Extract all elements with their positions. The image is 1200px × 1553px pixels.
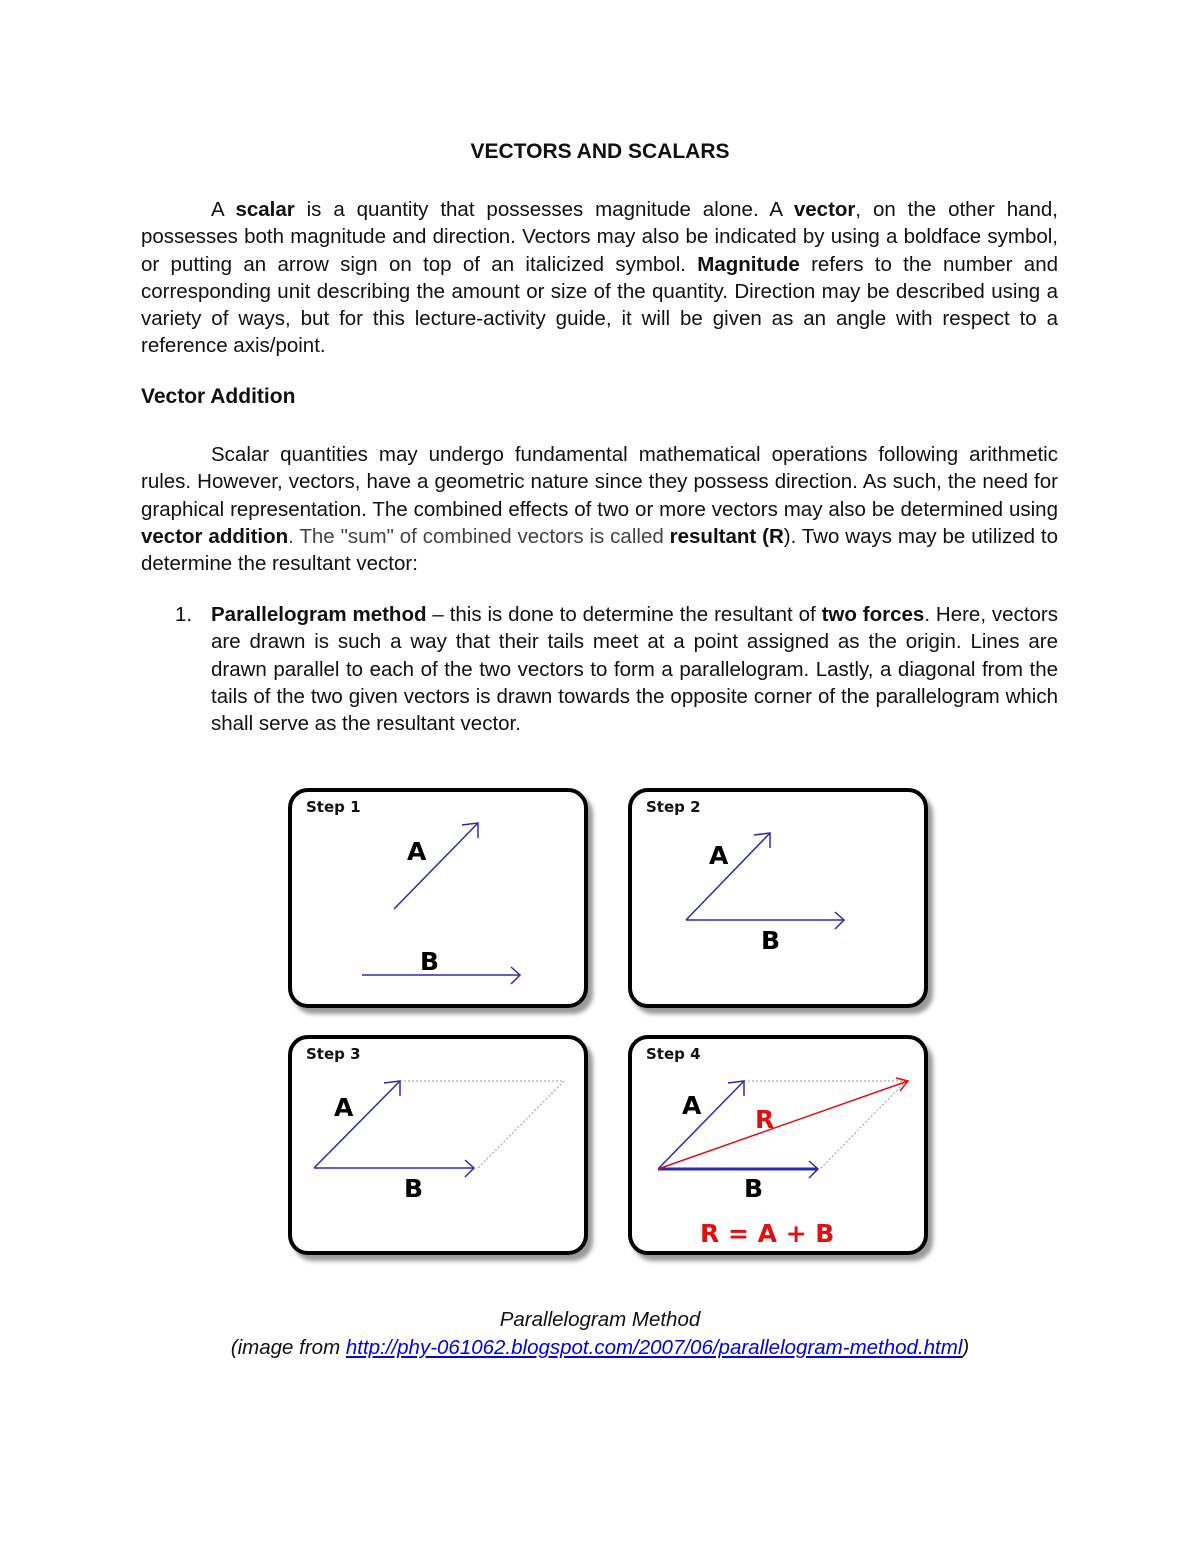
section-heading: Vector Addition: [141, 385, 296, 408]
term-two-forces: two forces: [821, 603, 925, 626]
step-1-diagram: [292, 792, 588, 1008]
step-3-diagram: [292, 1039, 588, 1255]
label-b: B: [744, 1174, 764, 1203]
page-title: VECTORS AND SCALARS: [470, 140, 730, 163]
label-b: B: [420, 947, 440, 976]
step-4-panel: [628, 1035, 928, 1255]
step-3-panel: [288, 1035, 588, 1255]
label-r: R: [755, 1105, 775, 1134]
parallel-line-right: [478, 1081, 564, 1168]
figure-caption: Parallelogram Method: [499, 1308, 701, 1331]
figure-source: (image from http://phy-061062.blogspot.com/2007/06/parallelogram-method.html): [230, 1336, 970, 1359]
term-vector: vector: [793, 198, 856, 221]
list-number: 1.: [175, 603, 193, 626]
step-1-panel: [288, 788, 588, 1008]
method-name: Parallelogram method: [211, 603, 427, 626]
step-4-title: Step 4: [646, 1045, 701, 1063]
list-text: Parallelogram method – this is done to determine the resultant of two forces. Here, vectors are drawn is such a way that their tails meet at a point assigned as the origin. Lines are drawn parallel to each of the two vectors to form a parallelogram. Lastly, a diagonal from the tails of the two given vectors is drawn towards the opposite corner of the parallelogram which shall serve as the resultant vector.: [211, 603, 1058, 736]
vector-a: [394, 823, 478, 909]
term-resultant: resultant (: [669, 524, 769, 548]
intro-paragraph: A scalar is a quantity that possesses magnitude alone. A vector, on the other hand, possesses both magnitude and direction. Vectors may also be indicated by using a boldface symbol, or putting an arrow sign on top of an italicized symbol. Magnitude refers to the number and corresponding unit describing the amount or size of the quantity. Direction may be described using a variety of ways, but for this lecture-activity guide, it will be given as an angle with respect to a reference axis/point.: [141, 198, 1059, 358]
label-b: B: [761, 926, 781, 955]
addition-paragraph: Scalar quantities may undergo fundamental mathematical operations following arithmetic rules. However, vectors, have a geometric nature since they possess direction. As such, the need for graphical representation. The combined effects of two or more vectors may also be determined using vector addition. The "sum" of combined vectors is called resultant (R). Two ways may be utilized to determine the resultant vector:: [141, 443, 1058, 576]
parallel-line-right: [820, 1081, 906, 1169]
step-1-title: Step 1: [306, 798, 361, 816]
equation: R = A + B: [700, 1219, 835, 1248]
step-2-panel: [628, 788, 928, 1008]
step-4-diagram: [632, 1039, 928, 1255]
label-a: A: [334, 1093, 354, 1122]
step-2-title: Step 2: [646, 798, 701, 816]
step-2-diagram: [632, 792, 928, 1008]
term-r: R: [768, 524, 784, 548]
term-scalar: scalar: [235, 198, 295, 221]
label-a: A: [709, 841, 729, 870]
label-a: A: [407, 837, 427, 866]
term-magnitude: Magnitude: [697, 252, 800, 276]
term-vector-addition: vector addition: [141, 524, 289, 548]
label-b: B: [404, 1174, 424, 1203]
vector-a: [314, 1081, 400, 1168]
step-3-title: Step 3: [306, 1045, 361, 1063]
label-a: A: [682, 1091, 702, 1120]
source-link[interactable]: http://phy-061062.blogspot.com/2007/06/parallelogram-method.html: [345, 1336, 963, 1359]
